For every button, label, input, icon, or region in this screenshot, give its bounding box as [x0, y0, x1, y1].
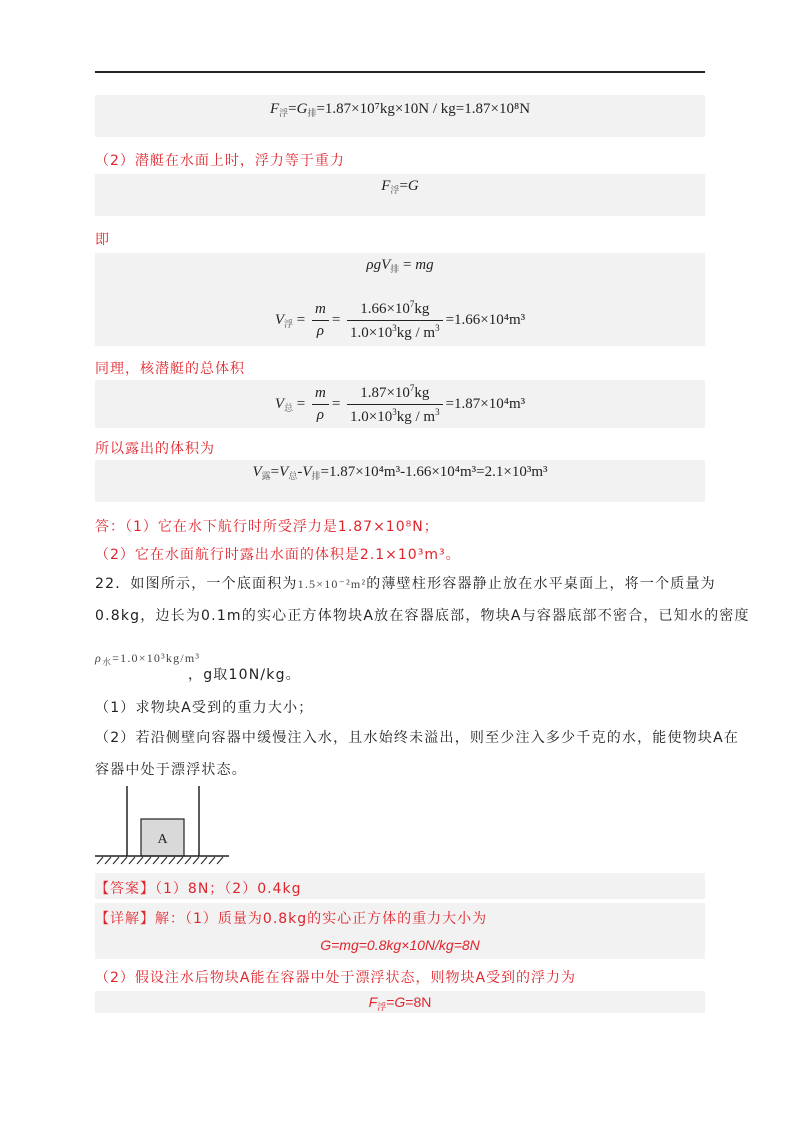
answer-summary: 【答案】（1）8N；（2）0.4kg — [95, 881, 302, 897]
formula-block-total — [95, 380, 705, 428]
formula-v-exposed: $V_露=V_总-V_排=1.87\times 10^4m^3-1.66\times 10^4m^3=2.1\times 10^3m^3$ — [252, 464, 548, 481]
g-value-text: ，g取10N/kg。 — [188, 667, 301, 683]
answer-block — [95, 873, 705, 899]
formula-float-force: $F_浮=G=8N$ — [368, 994, 432, 1012]
formula-block-volume — [95, 253, 705, 346]
explanation-line-1: 【详解】解：（1）质量为0.8kg的实心正方体的重力大小为 — [95, 911, 488, 927]
block-a-label: A — [157, 832, 168, 847]
explanation-block — [95, 903, 705, 959]
question-22-line-1: 22．如图所示，一个底面积为1.5×10⁻²m²的薄壁柱形容器静止放在水平桌面上，将一个质量为 — [95, 576, 716, 592]
answer-line-1: 答：（1）它在水下航行时所受浮力是1.87×10⁸N； — [95, 519, 439, 535]
formula-f-equals-g: $F_浮=G$ — [381, 178, 419, 195]
formula-gravity: G=mg=0.8kg×10N/kg=8N — [320, 937, 480, 953]
formula-block-float — [95, 991, 705, 1013]
ji-text: 即 — [95, 232, 110, 248]
formula-buoyancy: $F_浮=G_排=1.87\times 10^7kg\times 10N / kg=1.87\times 10^8N$ — [269, 101, 531, 118]
table-hatching — [97, 857, 223, 864]
formula-block-equal — [95, 174, 705, 216]
explanation-line-2: （2）假设注水后物块A能在容器中处于漂浮状态，则物块A受到的浮力为 — [95, 970, 577, 986]
header-rule — [95, 71, 705, 73]
formula-block-buoyancy — [95, 95, 705, 137]
formula-block-exposed — [95, 460, 705, 502]
question-22-line-2: 0.8kg，边长为0.1m的实心正方体物块A放在容器底部，物块A与容器底部不密合，已知水的密度 — [95, 608, 750, 624]
total-volume-text: 同理，核潜艇的总体积 — [95, 361, 245, 377]
formula-rho-g-v: ρgV$_排$ = mg — [366, 257, 434, 274]
question-22-line-3: $\rho_水=1.0\times 10^3kg/m^3$ — [95, 651, 201, 667]
area-value: 1.5×10⁻²m² — [297, 577, 367, 591]
formula-v-float: $V_浮$ = $\frac{m}{\rho}$ = $\frac{1.66\times 10^7kg}{1.0\times 10^3kg / m^3}$ =1.66×10⁴m³ — [274, 299, 526, 341]
question-part-2-line-2: 容器中处于漂浮状态。 — [95, 762, 247, 778]
formula-v-total: $V_总$ = $\frac{m}{\rho}$ = $\frac{1.87\times 10^7kg}{1.0\times 10^3kg / m^3}$ =1.87×10⁴m³ — [274, 383, 526, 425]
question-part-1: （1）求物块A受到的重力大小； — [95, 700, 314, 716]
answer-line-2: （2）它在水面航行时露出水面的体积是2.1×10³m³。 — [95, 547, 461, 563]
container-figure — [95, 786, 235, 870]
exposed-volume-text: 所以露出的体积为 — [95, 441, 215, 457]
step-2-text: （2）潜艇在水面上时，浮力等于重力 — [95, 153, 345, 169]
question-part-2-line-1: （2）若沿侧壁向容器中缓慢注入水，且水始终未溢出，则至少注入多少千克的水，能使物块A在 — [95, 730, 740, 746]
water-density-value: =1.0×10³kg/m³ — [112, 651, 201, 665]
